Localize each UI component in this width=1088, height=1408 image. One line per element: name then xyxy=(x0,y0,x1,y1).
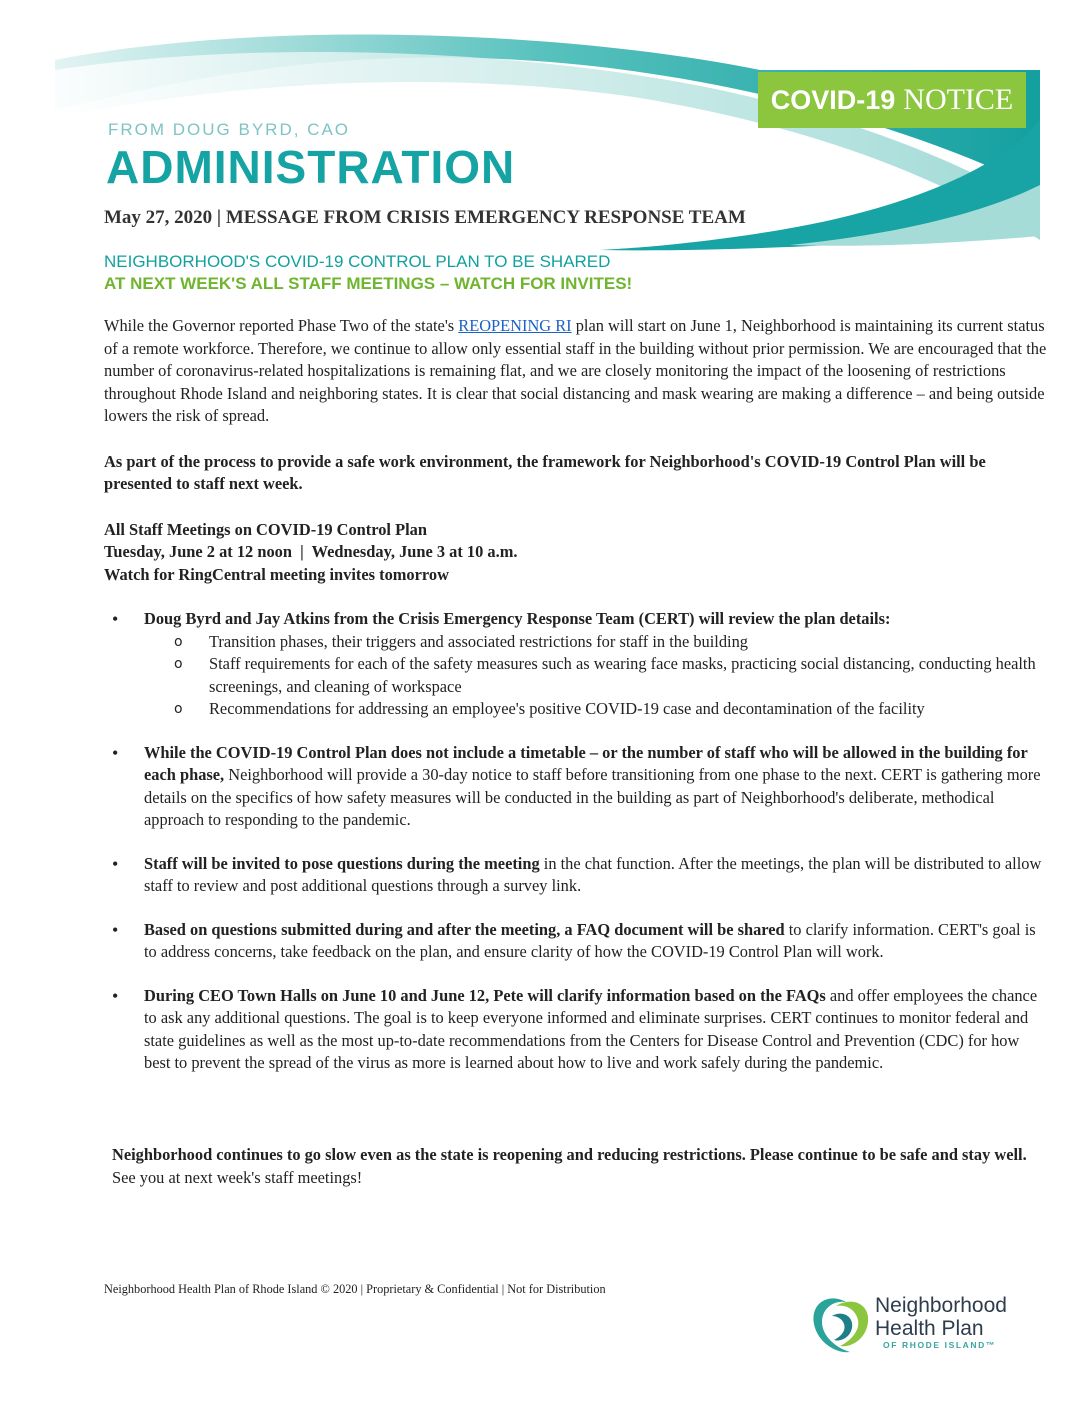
meeting-note: Watch for RingCentral meeting invites tomorrow xyxy=(104,564,449,584)
headline-line-1: NEIGHBORHOOD'S COVID-19 CONTROL PLAN TO BE SHARED xyxy=(104,252,611,271)
list-item xyxy=(104,985,1049,1075)
meeting-details xyxy=(104,519,1049,587)
badge-rest-text: NOTICE xyxy=(903,83,1014,116)
headline-line-2: AT NEXT WEEK'S ALL STAFF MEETINGS – WATCH FOR INVITES! xyxy=(104,274,633,293)
logo-line-2: Health Plan xyxy=(875,1317,984,1340)
intro-text-end: plan will start on June 1, Neighborhood is maintaining its current status of a remote workforce. Therefore, we continue to allow only essential staff in the building without prior permission. We are encouraged that the number of coronavirus-related hospitalizations is remaining flat, and we are closely monitoring the impact of the loosening of restrictions throughout Rhode Island and neighboring states. It is clear that social distancing and mask wearing are making a difference – and being outside lowers the risk of spread. xyxy=(104,316,1047,425)
plan-bullet-list xyxy=(104,608,1049,1075)
sub-list-item: o Staff requirements for each of the safety measures such as wearing face masks, practicing social distancing, conducting health screenings, and cleaning of workspace xyxy=(144,653,1049,698)
badge-bold-text: COVID-19 xyxy=(770,84,896,115)
bullet-text: Neighborhood will provide a 30-day notice to staff before transitioning from one phase to the next. CERT is gathering more details on the specifics of how safety measures will be conducted in the building as part of Neighborhood's deliberate, methodical approach to responding to the pandemic. xyxy=(144,765,1041,829)
meeting-title: All Staff Meetings on COVID-19 Control Plan xyxy=(104,519,427,539)
notice-body xyxy=(104,315,1049,1096)
logo-line-1: Neighborhood xyxy=(875,1294,1007,1317)
headline xyxy=(104,251,632,295)
footer-text: Neighborhood Health Plan of Rhode Island © 2020 | Proprietary & Confidential | Not for Distribution xyxy=(104,1282,606,1296)
covid-notice-badge xyxy=(758,72,1026,128)
intro-paragraph xyxy=(104,315,1049,428)
framework-paragraph xyxy=(104,451,1049,496)
from-line: FROM DOUG BYRD, CAO xyxy=(108,120,351,139)
dateline: May 27, 2020 | MESSAGE FROM CRISIS EMERGENCY RESPONSE TEAM xyxy=(104,207,746,228)
department-title: ADMINISTRATION xyxy=(106,141,516,193)
list-item xyxy=(104,853,1049,898)
list-item xyxy=(104,608,1049,721)
bullet-bold-text: Staff will be invited to pose questions during the meeting xyxy=(144,853,540,873)
reopening-ri-link[interactable]: REOPENING RI xyxy=(458,316,572,335)
closing-text: See you at next week's staff meetings! xyxy=(112,1167,363,1187)
sub-list-item: o Transition phases, their triggers and associated restrictions for staff in the building xyxy=(144,631,1049,654)
list-item xyxy=(104,919,1049,964)
plan-details-sublist xyxy=(144,631,1049,721)
bullet-text: in the chat function. After the meetings, the plan will be distributed to allow staff to review and post additional questions through a survey link. xyxy=(144,853,1042,895)
sub-list-item: o Recommendations for addressing an employee's positive COVID-19 case and decontamination of the facility xyxy=(144,698,1049,721)
closing-paragraph xyxy=(112,1144,1037,1189)
list-item xyxy=(104,742,1049,832)
bullet-bold-text: During CEO Town Halls on June 10 and June 12, Pete will clarify information based on the FAQs xyxy=(144,985,826,1005)
meeting-dates: Tuesday, June 2 at 12 noon | Wednesday, June 3 at 10 a.m. xyxy=(104,542,518,561)
closing-bold-text: Neighborhood continues to go slow even as the state is reopening and reducing restrictions. Please continue to be safe and stay well. xyxy=(112,1145,1027,1164)
bullet-bold-text: While the COVID-19 Control Plan does not include a timetable – or the number of staff who will be allowed in the building for each phase, xyxy=(144,742,1028,784)
bullet-text: to clarify information. CERT's goal is to address concerns, take feedback on the plan, and ensure clarity of how the COVID-19 Control Plan will work. xyxy=(144,919,1036,961)
framework-text: As part of the process to provide a safe work environment, the framework for Neighborhood's COVID-19 Control Plan will be presented to staff next week. xyxy=(104,451,986,493)
bullet-text: and offer employees the chance to ask any additional questions. The goal is to keep everyone informed and eliminate surprises. CERT continues to monitor federal and state guidelines as well as the most up-to-date recommendations from the Centers for Disease Control and Prevention (CDC) for how best to prevent the spread of the virus as more is learned about how to live and work safely during the pandemic. xyxy=(144,985,1038,1072)
logo-tagline: OF RHODE ISLAND™ xyxy=(883,1340,996,1350)
bullet-bold-text: Doug Byrd and Jay Atkins from the Crisis Emergency Response Team (CERT) will review the plan details: xyxy=(144,609,891,628)
intro-text-start: While the Governor reported Phase Two of the state's xyxy=(104,316,459,335)
logo-wordmark xyxy=(875,1294,1007,1340)
bullet-bold-text: Based on questions submitted during and after the meeting, a FAQ document will be shared xyxy=(144,919,785,939)
